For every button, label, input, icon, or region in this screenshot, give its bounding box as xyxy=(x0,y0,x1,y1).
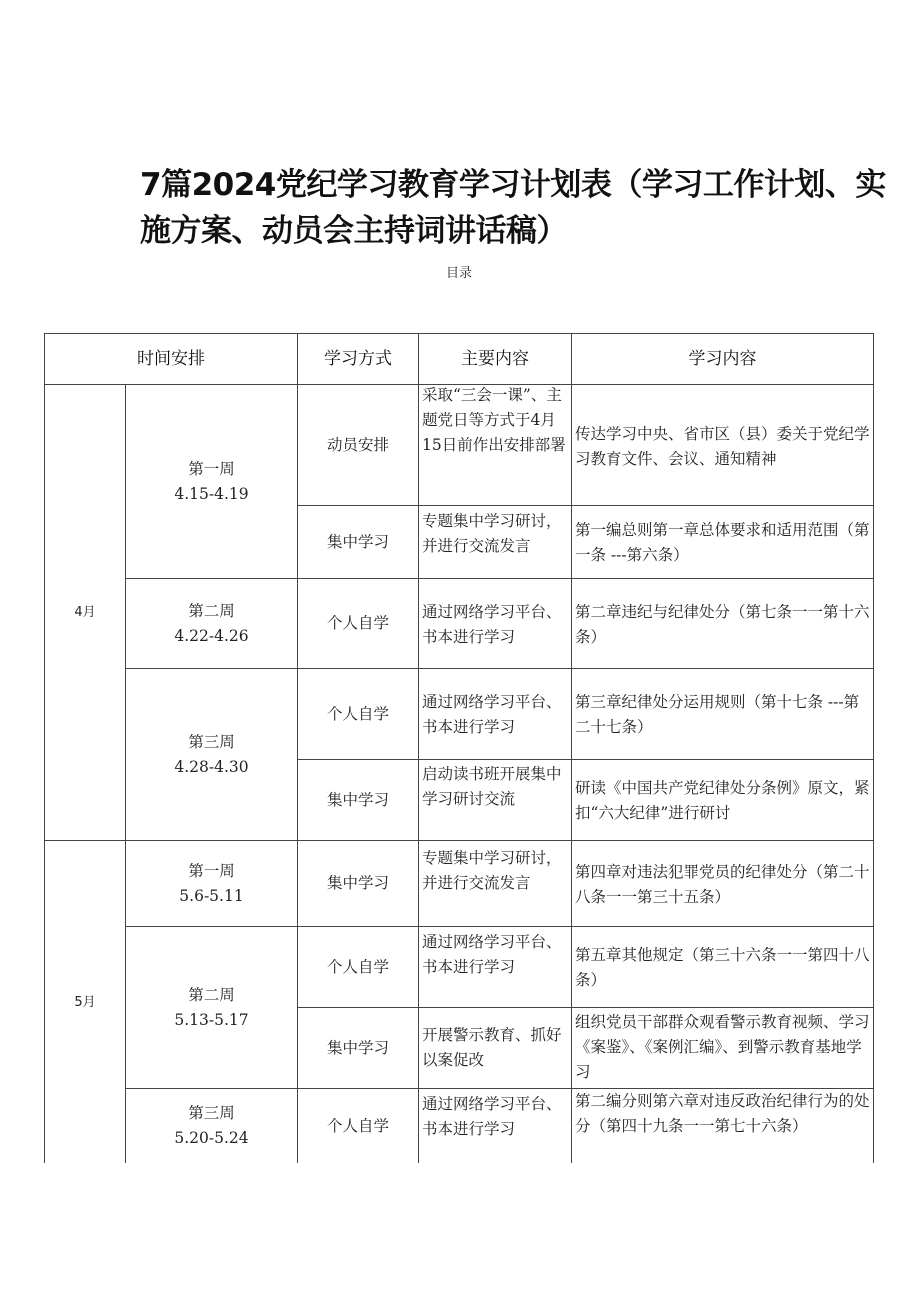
method-cell: 个人自学 xyxy=(326,1116,389,1135)
method-cell: 集中学习 xyxy=(326,1038,389,1057)
table-border-right xyxy=(873,333,874,1163)
method-cell: 集中学习 xyxy=(326,532,389,551)
week-label: 第一周 xyxy=(188,459,235,478)
method-cell: 个人自学 xyxy=(326,614,389,632)
content-cell: 第一编总则第一章总体要求和适用范围（第一条 ---第六条） xyxy=(575,521,870,564)
main-cell: 通过网络学习平台、书本进行学习 xyxy=(422,933,562,976)
document-title: 7篇2024党纪学习教育学习计划表（学习工作计划、实施方案、动员会主持词讲话稿） xyxy=(140,167,886,249)
content-cell: 第二编分则第六章对违反政治纪律行为的处分（第四十九条一一第七十六条） xyxy=(575,1092,870,1135)
content-cell: 第三章纪律处分运用规则（第十七条 ---第二十七条） xyxy=(575,693,860,736)
content-cell: 组织党员干部群众观看警示教育视频、学习《案鉴》、《案例汇编》、到警示教育基地学习 xyxy=(575,1013,870,1081)
week-dates: 4.28-4.30 xyxy=(174,757,249,776)
month-april: 4月 xyxy=(74,605,96,620)
week-label: 第二周 xyxy=(188,985,235,1004)
week-cell xyxy=(126,927,297,1088)
header-main: 主要内容 xyxy=(461,348,529,369)
main-cell: 通过网络学习平台、书本进行学习 xyxy=(422,603,562,646)
content-cell: 第五章其他规定（第三十六条一一第四十八条） xyxy=(575,946,870,989)
week-cell xyxy=(126,669,297,840)
content-cell: 第四章对违法犯罪党员的纪律处分（第二十八条一一第三十五条） xyxy=(575,863,870,906)
header-content: 学习内容 xyxy=(688,348,757,369)
week-dates: 5.6-5.11 xyxy=(179,886,244,905)
month-may: 5月 xyxy=(74,994,96,1010)
method-cell: 个人自学 xyxy=(326,704,389,723)
content-cell: 传达学习中央、省市区（县）委关于党纪学习教育文件、会议、通知精神 xyxy=(575,425,870,468)
week-dates: 4.22-4.26 xyxy=(174,626,249,645)
method-cell: 集中学习 xyxy=(326,874,389,892)
week-label: 第三周 xyxy=(188,1104,235,1122)
main-cell: 通过网络学习平台、书本进行学习 xyxy=(422,1095,562,1138)
week-dates: 5.20-5.24 xyxy=(174,1129,249,1147)
main-cell: 专题集中学习研讨，并进行交流发言 xyxy=(422,512,562,555)
main-cell: 启动读书班开展集中学习研讨交流 xyxy=(422,765,562,808)
week-label: 第一周 xyxy=(188,861,235,880)
main-cell: 通过网络学习平台、书本进行学习 xyxy=(422,693,562,736)
content-cell: 第二章违纪与纪律处分（第七条一一第十六条） xyxy=(575,603,870,646)
main-cell: 开展警示教育、抓好以案促改 xyxy=(422,1026,562,1069)
week-label: 第二周 xyxy=(188,601,235,620)
content-cell: 研读《中国共产党纪律处分条例》原文，紧扣“六大纪律”进行研讨 xyxy=(575,779,870,822)
header-method: 学习方式 xyxy=(324,348,392,369)
main-cell: 采取“三会一课”、主题党日等方式于4月15日前作出安排部署 xyxy=(422,386,566,454)
week-label: 第三周 xyxy=(188,732,235,751)
week-dates: 4.15-4.19 xyxy=(174,484,249,503)
main-cell: 专题集中学习研讨，并进行交流发言 xyxy=(422,849,562,892)
week-cell xyxy=(126,385,297,578)
week-cell xyxy=(126,1089,297,1163)
toc-label: 目录 xyxy=(446,266,473,281)
method-cell: 动员安排 xyxy=(326,435,389,454)
week-cell xyxy=(126,579,297,668)
week-dates: 5.13-5.17 xyxy=(174,1010,249,1029)
header-time: 时间安排 xyxy=(137,348,205,369)
week-cell xyxy=(126,841,297,926)
method-cell: 个人自学 xyxy=(326,957,389,976)
method-cell: 集中学习 xyxy=(326,790,389,809)
